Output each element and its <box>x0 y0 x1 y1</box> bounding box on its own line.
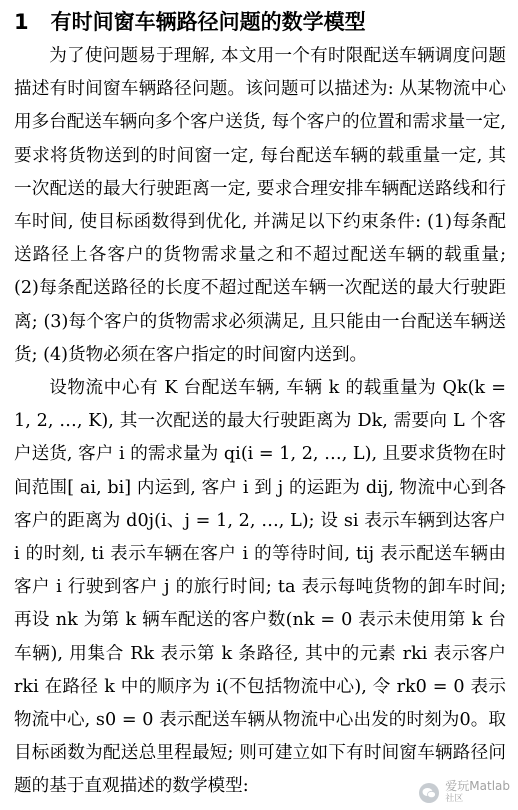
watermark <box>419 780 510 806</box>
wechat-logo-icon <box>419 783 439 803</box>
watermark-sub-text: 社区 <box>445 794 464 804</box>
section-number: 1 <box>14 10 29 34</box>
paragraph-problem-description: 为了使问题易于理解, 本文用一个有时限配送车辆调度问题描述有时间窗车辆路径问题。该问题可以描述为: 从某物流中心用多台配送车辆向多个客户送货, 每个客户的位置和需求量一定, 要求将货物送到的时间窗一定, 每台配送车辆的载重量一定, 其一次配送的最大行驶距离一定, 要求合理安排车辆配送路线和行车时间, 使目标函数得到优化, 并满足以下约束条件: (1)每条配送路径上各客户的货物需求量之和不超过配送车辆的载重量; (2)每条配送路径的长度不超过配送车辆一次配送的最大行驶距离; (3)每个客户的货物需求必须满足, 且只能由一台配送车辆送货; (4)货物必须在客户指定的时间窗内送到。 <box>14 46 506 365</box>
watermark-logo-text: 爱玩Matlab <box>445 779 510 793</box>
section-title: 有时间窗车辆路径问题的数学模型 <box>50 10 366 34</box>
section-heading <box>14 6 506 38</box>
paragraph-notation: 设物流中心有 K 台配送车辆, 车辆 k 的载重量为 Qk(k = 1, 2, …, K), 其一次配送的最大行驶距离为 Dk, 需要向 L 个客户送货, 客户 i 的需求量为 qi(i = 1, 2, …, L), 且要求货物在时间范围[ ai, bi] 内运到, 客户 i 到 j 的运距为 dij, 物流中心到各客户的距离为 d0j(i、j = 1, 2, …, L); 设 si 表示车辆到达客户 i 的时刻, ti 表示车辆在客户 i 的等待时间, tij 表示配送车辆由客户 i 行驶到客户 j 的旅行时间; ta 表示每吨货物的卸车时间; 再设 nk 为第 k 辆车配送的客户数(nk = 0 表示未使用第 k 台车辆), 用集合 Rk 表示第 k 条路径, 其中的元素 rki 表示客户 rki 在路径 k 中的顺序为 i(不包括物流中心), 令 rk0 = 0 表示物流中心, s0 = 0 表示配送车辆从物流中心出发的时刻为0。取目标函数为配送总里程最短; 则可建立如下有时间窗车辆路径问题的基于直观描述的数学模型: <box>14 378 506 797</box>
